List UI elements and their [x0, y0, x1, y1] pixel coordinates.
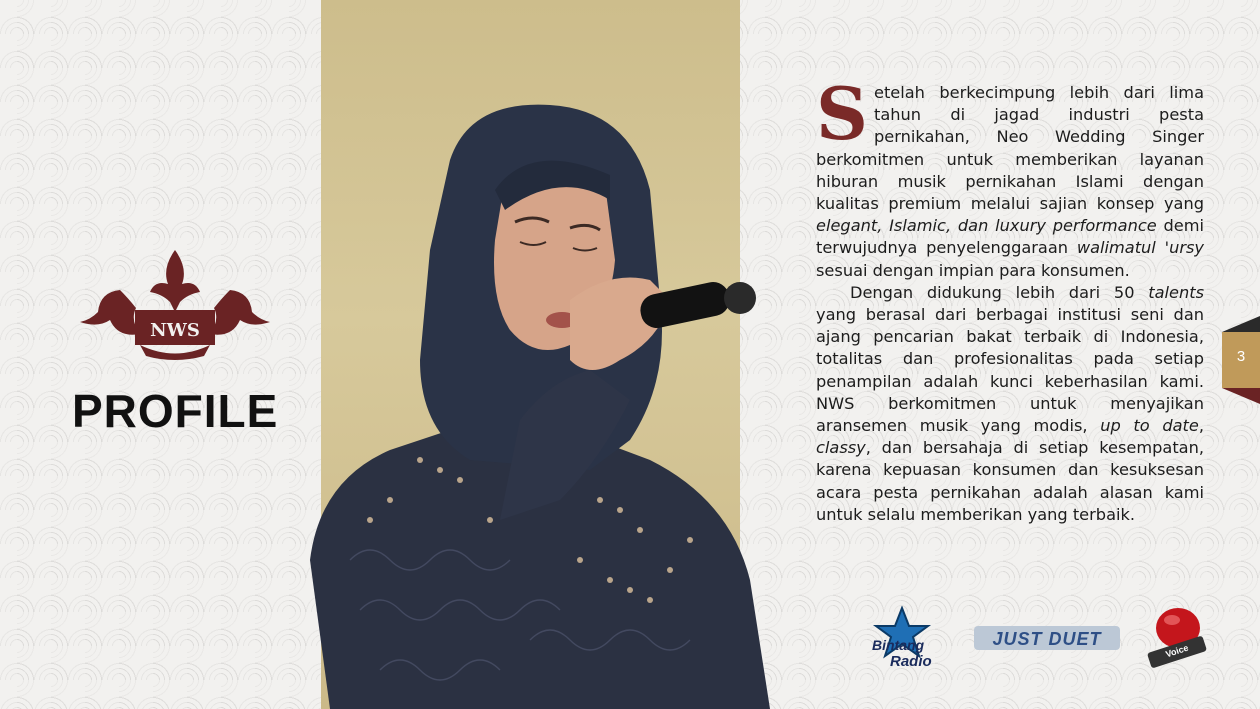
p2-italic-talents: talents: [1148, 282, 1204, 302]
profile-body-text: [816, 71, 1205, 526]
p2-text-lead: Dengan didukung lebih dari 50: [850, 282, 1149, 302]
p1-italic-walimah: walimatul 'ursy: [1076, 238, 1204, 258]
logo-text: NWS: [150, 320, 200, 341]
p2-text-mid: yang berasal dari berbagai institusi seni dan ajang pencarian bakat terbaik di Indonesia, totalitas dan profesionalitas pada setiap penampilan adalah kunci keberhasilan kami. NWS berkomitmen untuk menyajikan aransemen musik yang modis,: [816, 305, 1204, 436]
page-number: 3: [1236, 348, 1246, 365]
p2-text-end: , dan bersahaja di setiap kesempatan, karena kepuasan konsumen dan kesuksesan acara pesta pernikahan adalah alasan kami untuk selalu memberikan yang terbaik.: [816, 438, 1204, 524]
p1-text-mid: demi terwujudnya penyelenggaraan: [816, 216, 1204, 258]
drop-cap: S: [816, 71, 868, 156]
svg-text:Bintang: Bintang: [872, 637, 925, 653]
just-duet-logo: [972, 618, 1122, 658]
p1-italic-concept: elegant, Islamic, dan luxury performance: [816, 216, 1157, 236]
voice-label: Voice: [1164, 642, 1190, 660]
svg-text:Radio: Radio: [890, 653, 932, 670]
p1-text-lead: etelah berkecimpung lebih dari lima tahun di jagad industri pesta pernikahan, Neo Wedding Singer berkomitmen untuk memberikan layanan hiburan musik pernikahan Islami dengan kualitas premium melalui sajian konsep yang: [816, 83, 1204, 214]
svg-text:JUST DUET: JUST DUET: [992, 629, 1102, 649]
paragraph-talents: [816, 282, 1204, 526]
nws-logo: [80, 250, 270, 360]
singer-photo: [270, 0, 810, 709]
p1-text-end: sesuai dengan impian para konsumen.: [816, 260, 1130, 280]
p2-sep: ,: [1198, 416, 1205, 436]
paragraph-intro: [816, 71, 1204, 282]
page-title: PROFILE: [72, 385, 279, 437]
bintang-radio-logo: [868, 606, 950, 670]
p2-italic-classy: classy: [816, 438, 866, 458]
p2-italic-uptodate: up to date: [1100, 416, 1199, 436]
